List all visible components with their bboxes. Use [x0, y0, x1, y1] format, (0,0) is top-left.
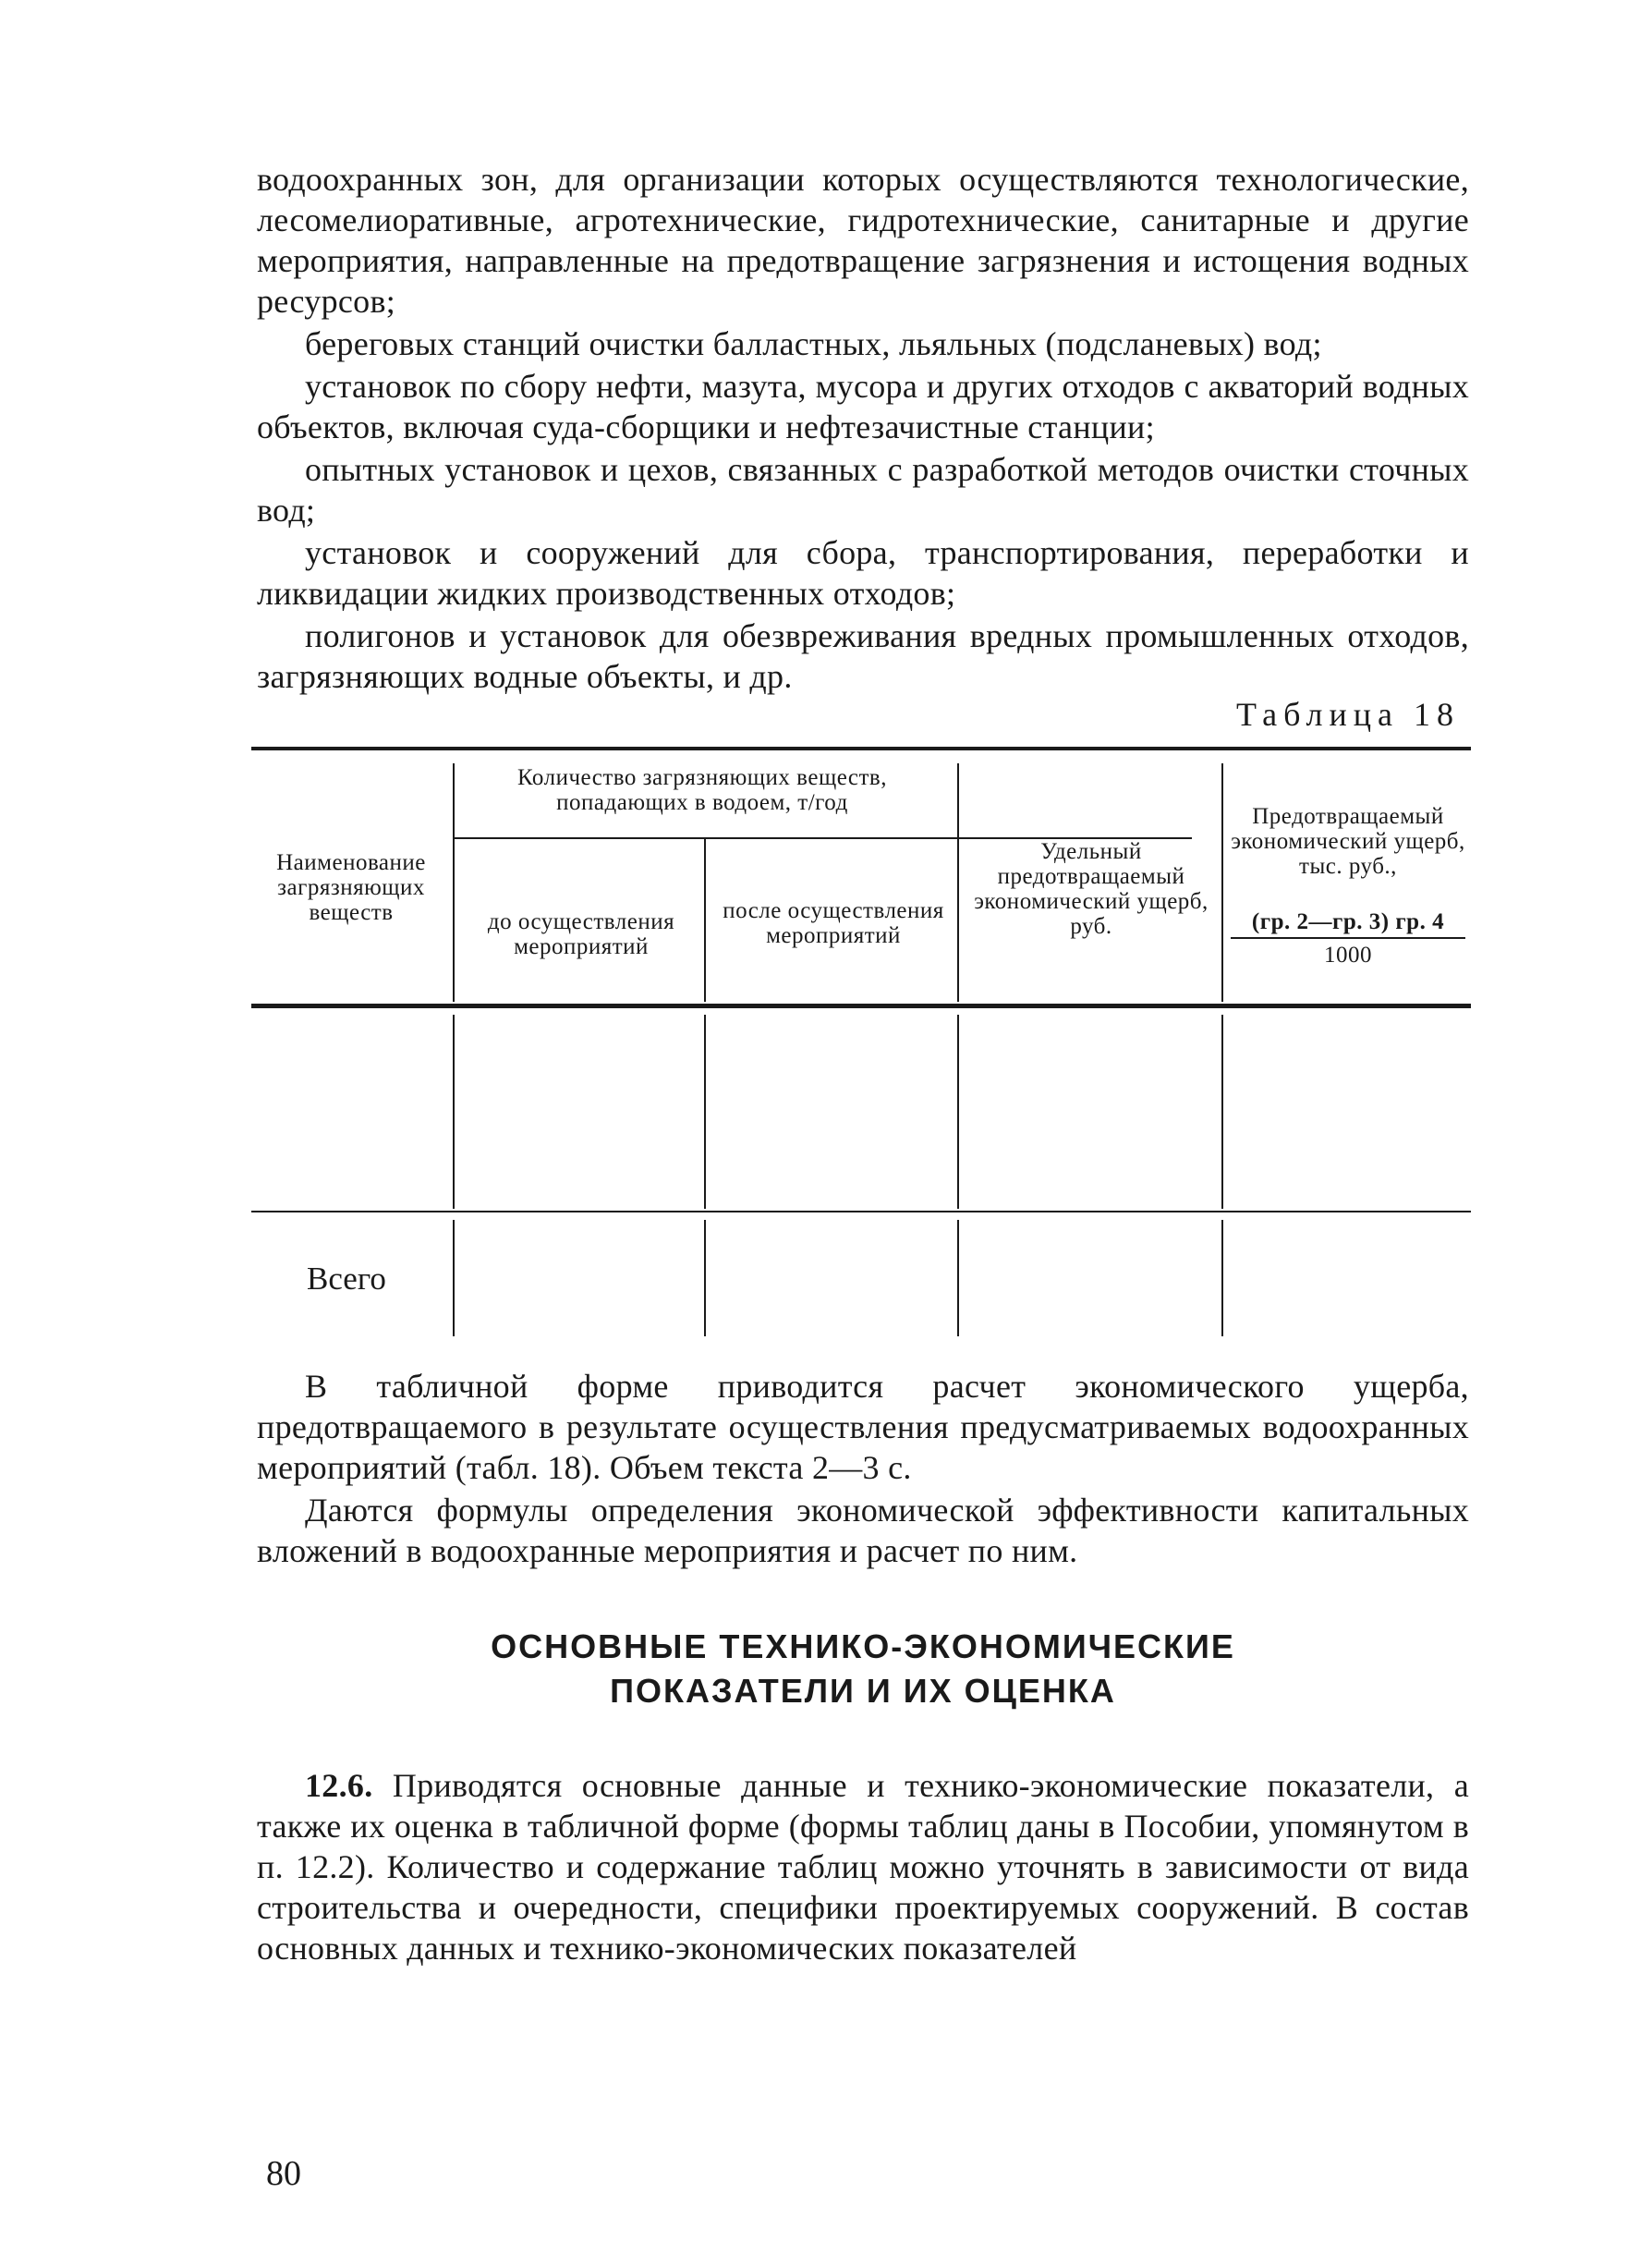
header-formula-denominator: 1000 — [1324, 943, 1372, 968]
header-prevented-damage: Предотвращаемый экономический ущерб, тыс. руб., — [1231, 804, 1465, 879]
table-header-rule — [251, 1004, 1471, 1008]
table-body-divider-4 — [1221, 1015, 1223, 1209]
intro-paragraph-1: водоохранных зон, для организации которых осуществляются технологические, лесомелиоративные, агротехнические, гидротехнические, санитарные и другие мероприятия, направленные на предотвращение загрязнения и истощения водных ресурсов; — [257, 161, 1469, 320]
table-col-divider-1 — [453, 763, 455, 1002]
section-paragraph — [257, 1765, 1469, 1968]
page-number: 80 — [266, 2154, 301, 2193]
table-body-divider-3 — [957, 1015, 959, 1209]
table-total-divider-2 — [704, 1220, 706, 1336]
table-total-divider-4 — [1221, 1220, 1223, 1336]
after-table-paragraph-1: В табличной форме приводится расчет экономического ущерба, предотвращаемого в результате осуществления предусматриваемых водоохранных мероприятий (табл. 18). Объем текста 2—3 с. — [257, 1368, 1469, 1486]
section-title — [257, 1625, 1469, 1713]
table-18 — [251, 747, 1471, 1338]
intro-paragraph-6: полигонов и установок для обезвреживания вредных промышленных отходов, загрязняющих водные объекты, и др. — [257, 617, 1469, 695]
section-title-line-2: ПОКАЗАТЕЛИ И ИХ ОЦЕНКА — [610, 1672, 1116, 1710]
total-row-label: Всего — [307, 1261, 386, 1297]
section-paragraph-number: 12.6. — [305, 1767, 373, 1804]
after-table-text — [257, 1366, 1469, 1573]
table-col-divider-2 — [704, 839, 706, 1002]
intro-paragraph-5: установок и сооружений для сбора, транспортирования, переработки и ликвидации жидких производственных отходов; — [257, 534, 1469, 612]
table-body-divider-1 — [453, 1015, 455, 1209]
header-after-measures: после осуществления мероприятий — [723, 898, 944, 948]
table-caption: Таблица 18 — [1236, 696, 1460, 733]
intro-paragraph-3: установок по сбору нефти, мазута, мусора и других отходов с акваторий водных объектов, включая суда-сборщики и нефтезачистные станции; — [257, 368, 1469, 445]
intro-paragraph-2: береговых станций очистки балластных, льяльных (подсланевых) вод; — [305, 325, 1322, 362]
table-body-rule — [251, 1211, 1471, 1212]
section-title-line-1: ОСНОВНЫЕ ТЕХНИКО-ЭКОНОМИЧЕСКИЕ — [491, 1627, 1235, 1665]
header-specific-damage: Удельный предотвращаемый экономический ущерб, руб. — [974, 839, 1209, 939]
table-col-divider-3 — [957, 763, 959, 1002]
table-top-rule — [251, 747, 1471, 750]
header-before-measures: до осуществления мероприятий — [487, 909, 675, 959]
header-substance-name: Наименование загрязняющих веществ — [276, 850, 426, 925]
table-body-divider-2 — [704, 1015, 706, 1209]
header-formula-numerator: (гр. 2—гр. 3) гр. 4 — [1251, 909, 1445, 934]
after-table-paragraph-2: Даются формулы определения экономической эффективности капитальных вложений в водоохранные мероприятия и расчет по ним. — [257, 1492, 1469, 1569]
header-quantity-group: Количество загрязняющих веществ, попадающих в водоем, т/год — [517, 765, 887, 815]
section-text — [257, 1765, 1469, 1970]
formula-fraction-line — [1231, 937, 1465, 939]
intro-paragraph-4: опытных установок и цехов, связанных с разработкой методов очистки сточных вод; — [257, 451, 1469, 529]
intro-text — [257, 159, 1469, 699]
section-paragraph-text: Приводятся основные данные и технико-экономические показатели, а также их оценка в табличной форме (формы таблиц даны в Пособии, упомянутом в п. 12.2). Количество и содержание таблиц можно уточнять в зависимости от вида строительства и очередности, специфики проектируемых сооружений. В состав основных данных и технико-экономических показателей — [257, 1767, 1469, 1967]
table-total-divider-3 — [957, 1220, 959, 1336]
table-col-divider-4 — [1221, 763, 1223, 1002]
table-total-divider-1 — [453, 1220, 455, 1336]
